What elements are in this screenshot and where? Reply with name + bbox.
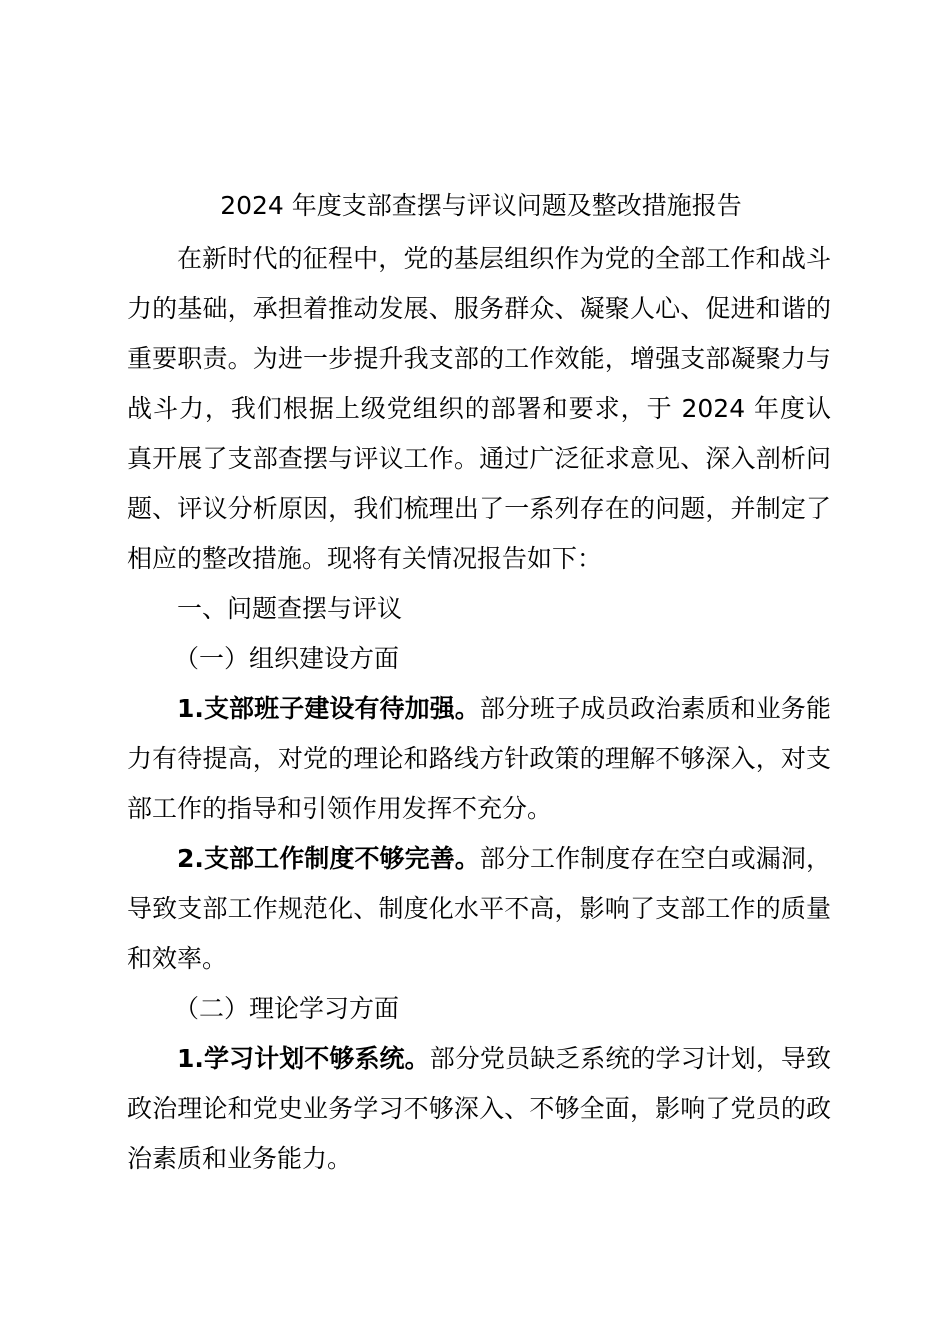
issue-lead-2: 2.支部工作制度不够完善。 [177,844,480,873]
issue-paragraph-1 [127,684,831,834]
issue-lead-3: 1.学习计划不够系统。 [177,1044,430,1073]
document-body [127,234,831,1184]
section-heading-1: 一、问题查摆与评议 [177,594,403,623]
document-title: 2024 年度支部查摆与评议问题及整改措施报告 [220,191,742,220]
issue-paragraph-3 [127,1034,831,1184]
issue-text-1: 部分班子成员政治素质和业务能力有待提高，对党的理论和路线方针政策的理解不够深入，对支部工作的指导和引领作用发挥不充分。 [127,694,831,823]
subsection-heading-theory: （二）理论学习方面 [174,994,400,1023]
issue-text-2: 部分工作制度存在空白或漏洞，导致支部工作规范化、制度化水平不高，影响了支部工作的质量和效率。 [127,844,831,973]
issue-text-3: 部分党员缺乏系统的学习计划，导致政治理论和党史业务学习不够深入、不够全面，影响了党员的政治素质和业务能力。 [127,1044,831,1173]
issue-lead-1: 1.支部班子建设有待加强。 [177,694,480,723]
intro-paragraph: 在新时代的征程中，党的基层组织作为党的全部工作和战斗力的基础，承担着推动发展、服务群众、凝聚人心、促进和谐的重要职责。为进一步提升我支部的工作效能，增强支部凝聚力与战斗力，我们根据上级党组织的部署和要求，于 2024 年度认真开展了支部查摆与评议工作。通过广泛征求意见、深入剖析问题、评议分析原因，我们梳理出了一系列存在的问题，并制定了相应的整改措施。现将有关情况报告如下： [127,244,831,573]
subsection-heading-organization: （一）组织建设方面 [174,644,400,673]
issue-paragraph-2 [127,834,831,984]
